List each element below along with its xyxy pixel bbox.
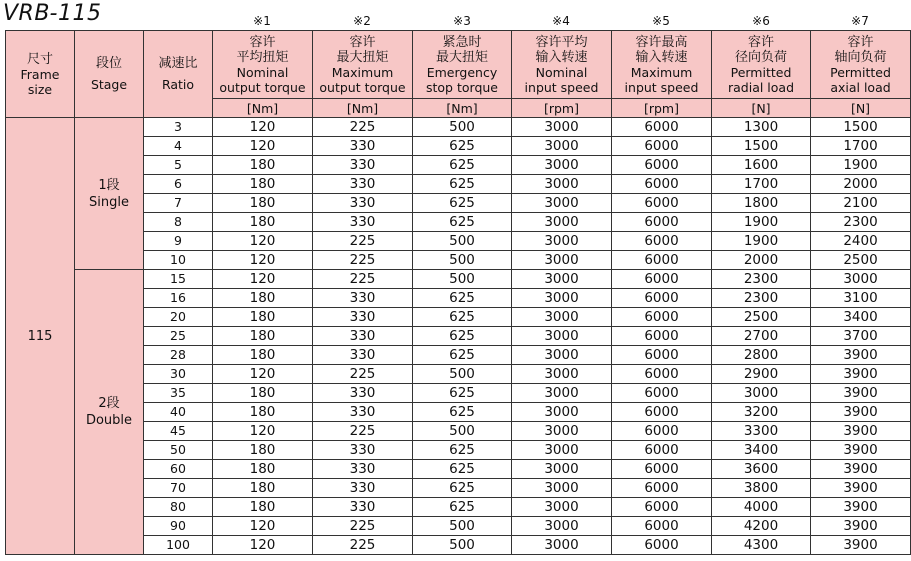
max-speed-cell: 6000: [612, 346, 712, 365]
max-torque-cell: 225: [313, 536, 413, 555]
nominal-torque-cell: 120: [213, 251, 313, 270]
unit-nominal-input-speed: [rpm]: [512, 99, 612, 118]
max-speed-cell: 6000: [612, 460, 712, 479]
nominal-torque-cell: 180: [213, 289, 313, 308]
ratio-cell: 4: [144, 137, 213, 156]
nominal-torque-cell: 180: [213, 384, 313, 403]
max-torque-cell: 330: [313, 137, 413, 156]
max-speed-cell: 6000: [612, 517, 712, 536]
emergency-torque-cell: 500: [413, 536, 512, 555]
table-row: [6, 118, 911, 137]
ratio-cell: 80: [144, 498, 213, 517]
axial-load-cell: 2500: [811, 251, 911, 270]
axial-load-cell: 2300: [811, 213, 911, 232]
nominal-torque-cell: 120: [213, 118, 313, 137]
emergency-torque-cell: 625: [413, 460, 512, 479]
nominal-torque-cell: 180: [213, 327, 313, 346]
max-speed-cell: 6000: [612, 137, 712, 156]
nominal-torque-cell: 180: [213, 194, 313, 213]
emergency-torque-cell: 500: [413, 251, 512, 270]
nominal-torque-cell: 180: [213, 460, 313, 479]
emergency-torque-cell: 500: [413, 365, 512, 384]
table-header: [6, 31, 911, 118]
nominal-torque-cell: 180: [213, 441, 313, 460]
radial-load-cell: 4200: [712, 517, 811, 536]
nominal-torque-cell: 180: [213, 479, 313, 498]
nominal-speed-cell: 3000: [512, 441, 612, 460]
nominal-torque-cell: 180: [213, 346, 313, 365]
emergency-torque-cell: 625: [413, 308, 512, 327]
ratio-cell: 7: [144, 194, 213, 213]
axial-load-cell: 3100: [811, 289, 911, 308]
radial-load-cell: 1300: [712, 118, 811, 137]
max-speed-cell: 6000: [612, 194, 712, 213]
axial-load-cell: 1500: [811, 118, 911, 137]
emergency-torque-cell: 500: [413, 517, 512, 536]
max-speed-cell: 6000: [612, 498, 712, 517]
max-torque-cell: 225: [313, 270, 413, 289]
spec-table: [5, 30, 911, 555]
nominal-speed-cell: 3000: [512, 213, 612, 232]
nominal-torque-cell: 180: [213, 308, 313, 327]
max-torque-cell: 330: [313, 327, 413, 346]
ratio-cell: 16: [144, 289, 213, 308]
header-ratio: 减速比 Ratio: [144, 31, 213, 118]
max-speed-cell: 6000: [612, 118, 712, 137]
unit-permitted-radial-load: [N]: [712, 99, 811, 118]
emergency-torque-cell: 625: [413, 384, 512, 403]
nominal-torque-cell: 180: [213, 213, 313, 232]
nominal-torque-cell: 120: [213, 270, 313, 289]
table-row: [6, 270, 911, 289]
emergency-torque-cell: 500: [413, 118, 512, 137]
max-torque-cell: 330: [313, 194, 413, 213]
nominal-torque-cell: 180: [213, 498, 313, 517]
nominal-speed-cell: 3000: [512, 517, 612, 536]
ratio-cell: 50: [144, 441, 213, 460]
max-torque-cell: 225: [313, 422, 413, 441]
radial-load-cell: 3200: [712, 403, 811, 422]
max-torque-cell: 330: [313, 308, 413, 327]
nominal-torque-cell: 120: [213, 137, 313, 156]
product-title: VRB-115: [3, 1, 102, 26]
ratio-cell: 3: [144, 118, 213, 137]
ratio-cell: 40: [144, 403, 213, 422]
emergency-torque-cell: 625: [413, 479, 512, 498]
axial-load-cell: 3900: [811, 536, 911, 555]
axial-load-cell: 3900: [811, 498, 911, 517]
header-maximum-input-speed: 容许最高 输入转速 Maximum input speed: [612, 31, 712, 99]
max-torque-cell: 330: [313, 289, 413, 308]
note-marker-7: ※7: [851, 14, 869, 28]
max-speed-cell: 6000: [612, 422, 712, 441]
axial-load-cell: 3900: [811, 365, 911, 384]
emergency-torque-cell: 625: [413, 156, 512, 175]
axial-load-cell: 1700: [811, 137, 911, 156]
stage-label-cn: 1段: [98, 177, 120, 193]
radial-load-cell: 2900: [712, 365, 811, 384]
header-nominal-input-speed: 容许平均 输入转速 Nominal input speed: [512, 31, 612, 99]
emergency-torque-cell: 625: [413, 327, 512, 346]
ratio-cell: 90: [144, 517, 213, 536]
note-marker-6: ※6: [752, 14, 770, 28]
nominal-torque-cell: 180: [213, 156, 313, 175]
unit-nominal-output-torque: [Nm]: [213, 99, 313, 118]
nominal-speed-cell: 3000: [512, 156, 612, 175]
nominal-speed-cell: 3000: [512, 365, 612, 384]
max-speed-cell: 6000: [612, 536, 712, 555]
nominal-torque-cell: 180: [213, 175, 313, 194]
axial-load-cell: 3900: [811, 346, 911, 365]
header-frame-size: 尺寸 Frame size: [6, 31, 75, 118]
max-torque-cell: 225: [313, 118, 413, 137]
ratio-cell: 25: [144, 327, 213, 346]
emergency-torque-cell: 500: [413, 232, 512, 251]
emergency-torque-cell: 625: [413, 194, 512, 213]
max-speed-cell: 6000: [612, 156, 712, 175]
radial-load-cell: 1700: [712, 175, 811, 194]
nominal-speed-cell: 3000: [512, 403, 612, 422]
axial-load-cell: 3900: [811, 479, 911, 498]
nominal-speed-cell: 3000: [512, 422, 612, 441]
ratio-cell: 70: [144, 479, 213, 498]
emergency-torque-cell: 625: [413, 441, 512, 460]
stage-label-cn: 2段: [98, 396, 120, 411]
emergency-torque-cell: 625: [413, 137, 512, 156]
radial-load-cell: 3800: [712, 479, 811, 498]
ratio-cell: 6: [144, 175, 213, 194]
axial-load-cell: 2000: [811, 175, 911, 194]
radial-load-cell: 4300: [712, 536, 811, 555]
radial-load-cell: 2800: [712, 346, 811, 365]
max-torque-cell: 330: [313, 213, 413, 232]
header-nominal-output-torque: 容许 平均扭矩 Nominal output torque: [213, 31, 313, 99]
nominal-speed-cell: 3000: [512, 175, 612, 194]
stage-label-en: Double: [85, 413, 133, 428]
nominal-speed-cell: 3000: [512, 536, 612, 555]
nominal-speed-cell: 3000: [512, 327, 612, 346]
max-torque-cell: 225: [313, 251, 413, 270]
nominal-speed-cell: 3000: [512, 251, 612, 270]
max-torque-cell: 330: [313, 498, 413, 517]
axial-load-cell: 3900: [811, 517, 911, 536]
axial-load-cell: 2100: [811, 194, 911, 213]
axial-load-cell: 1900: [811, 156, 911, 175]
max-torque-cell: 330: [313, 156, 413, 175]
max-speed-cell: 6000: [612, 213, 712, 232]
unit-maximum-input-speed: [rpm]: [612, 99, 712, 118]
nominal-torque-cell: 120: [213, 365, 313, 384]
max-torque-cell: 225: [313, 517, 413, 536]
emergency-torque-cell: 625: [413, 289, 512, 308]
nominal-speed-cell: 3000: [512, 118, 612, 137]
header-permitted-radial-load: 容许 径向负荷 Permitted radial load: [712, 31, 811, 99]
emergency-torque-cell: 625: [413, 175, 512, 194]
max-torque-cell: 225: [313, 232, 413, 251]
ratio-cell: 100: [144, 536, 213, 555]
table-body: [6, 118, 911, 555]
header-maximum-output-torque: 容许 最大扭矩 Maximum output torque: [313, 31, 413, 99]
nominal-torque-cell: 120: [213, 517, 313, 536]
ratio-cell: 8: [144, 213, 213, 232]
stage-cell: [75, 270, 144, 555]
nominal-speed-cell: 3000: [512, 479, 612, 498]
unit-permitted-axial-load: [N]: [811, 99, 911, 118]
nominal-speed-cell: 3000: [512, 194, 612, 213]
ratio-cell: 28: [144, 346, 213, 365]
max-torque-cell: 330: [313, 403, 413, 422]
unit-emergency-stop-torque: [Nm]: [413, 99, 512, 118]
nominal-speed-cell: 3000: [512, 270, 612, 289]
axial-load-cell: 3000: [811, 270, 911, 289]
radial-load-cell: 4000: [712, 498, 811, 517]
max-speed-cell: 6000: [612, 308, 712, 327]
ratio-cell: 5: [144, 156, 213, 175]
stage-cell: [75, 118, 144, 270]
max-speed-cell: 6000: [612, 327, 712, 346]
nominal-speed-cell: 3000: [512, 346, 612, 365]
nominal-speed-cell: 3000: [512, 137, 612, 156]
emergency-torque-cell: 625: [413, 403, 512, 422]
nominal-speed-cell: 3000: [512, 308, 612, 327]
emergency-torque-cell: 500: [413, 422, 512, 441]
ratio-cell: 9: [144, 232, 213, 251]
ratio-cell: 45: [144, 422, 213, 441]
axial-load-cell: 2400: [811, 232, 911, 251]
max-speed-cell: 6000: [612, 289, 712, 308]
nominal-speed-cell: 3000: [512, 289, 612, 308]
max-speed-cell: 6000: [612, 251, 712, 270]
header-emergency-stop-torque: 紧急时 最大扭矩 Emergency stop torque: [413, 31, 512, 99]
max-speed-cell: 6000: [612, 365, 712, 384]
axial-load-cell: 3900: [811, 441, 911, 460]
nominal-speed-cell: 3000: [512, 460, 612, 479]
radial-load-cell: 2500: [712, 308, 811, 327]
ratio-cell: 60: [144, 460, 213, 479]
axial-load-cell: 3700: [811, 327, 911, 346]
radial-load-cell: 3400: [712, 441, 811, 460]
ratio-cell: 15: [144, 270, 213, 289]
max-torque-cell: 330: [313, 479, 413, 498]
ratio-cell: 35: [144, 384, 213, 403]
nominal-speed-cell: 3000: [512, 384, 612, 403]
footnote-markers: [212, 13, 910, 29]
stage-label-en: Single: [89, 194, 129, 210]
radial-load-cell: 1600: [712, 156, 811, 175]
max-torque-cell: 225: [313, 365, 413, 384]
ratio-cell: 30: [144, 365, 213, 384]
radial-load-cell: 2000: [712, 251, 811, 270]
max-torque-cell: 330: [313, 441, 413, 460]
emergency-torque-cell: 500: [413, 270, 512, 289]
note-marker-1: ※1: [253, 14, 271, 28]
note-marker-3: ※3: [453, 14, 471, 28]
max-torque-cell: 330: [313, 460, 413, 479]
axial-load-cell: 3400: [811, 308, 911, 327]
radial-load-cell: 3000: [712, 384, 811, 403]
radial-load-cell: 3300: [712, 422, 811, 441]
radial-load-cell: 2700: [712, 327, 811, 346]
max-torque-cell: 330: [313, 384, 413, 403]
max-speed-cell: 6000: [612, 175, 712, 194]
nominal-speed-cell: 3000: [512, 232, 612, 251]
radial-load-cell: 1900: [712, 232, 811, 251]
nominal-torque-cell: 120: [213, 422, 313, 441]
emergency-torque-cell: 625: [413, 213, 512, 232]
max-speed-cell: 6000: [612, 479, 712, 498]
radial-load-cell: 3600: [712, 460, 811, 479]
ratio-cell: 10: [144, 251, 213, 270]
max-speed-cell: 6000: [612, 441, 712, 460]
note-marker-5: ※5: [652, 14, 670, 28]
nominal-speed-cell: 3000: [512, 498, 612, 517]
max-speed-cell: 6000: [612, 403, 712, 422]
radial-load-cell: 1800: [712, 194, 811, 213]
note-marker-2: ※2: [353, 14, 371, 28]
header-permitted-axial-load: 容许 轴向负荷 Permitted axial load: [811, 31, 911, 99]
emergency-torque-cell: 625: [413, 498, 512, 517]
max-speed-cell: 6000: [612, 232, 712, 251]
nominal-torque-cell: 120: [213, 536, 313, 555]
radial-load-cell: 2300: [712, 270, 811, 289]
radial-load-cell: 1900: [712, 213, 811, 232]
note-marker-4: ※4: [552, 14, 570, 28]
radial-load-cell: 1500: [712, 137, 811, 156]
max-torque-cell: 330: [313, 175, 413, 194]
axial-load-cell: 3900: [811, 460, 911, 479]
frame-size-cell: 115: [6, 118, 75, 555]
axial-load-cell: 3900: [811, 422, 911, 441]
emergency-torque-cell: 625: [413, 346, 512, 365]
axial-load-cell: 3900: [811, 384, 911, 403]
max-torque-cell: 330: [313, 346, 413, 365]
max-speed-cell: 6000: [612, 270, 712, 289]
nominal-torque-cell: 120: [213, 232, 313, 251]
unit-maximum-output-torque: [Nm]: [313, 99, 413, 118]
nominal-torque-cell: 180: [213, 403, 313, 422]
radial-load-cell: 2300: [712, 289, 811, 308]
axial-load-cell: 3900: [811, 403, 911, 422]
max-speed-cell: 6000: [612, 384, 712, 403]
ratio-cell: 20: [144, 308, 213, 327]
header-stage: 段位 Stage: [75, 31, 144, 118]
